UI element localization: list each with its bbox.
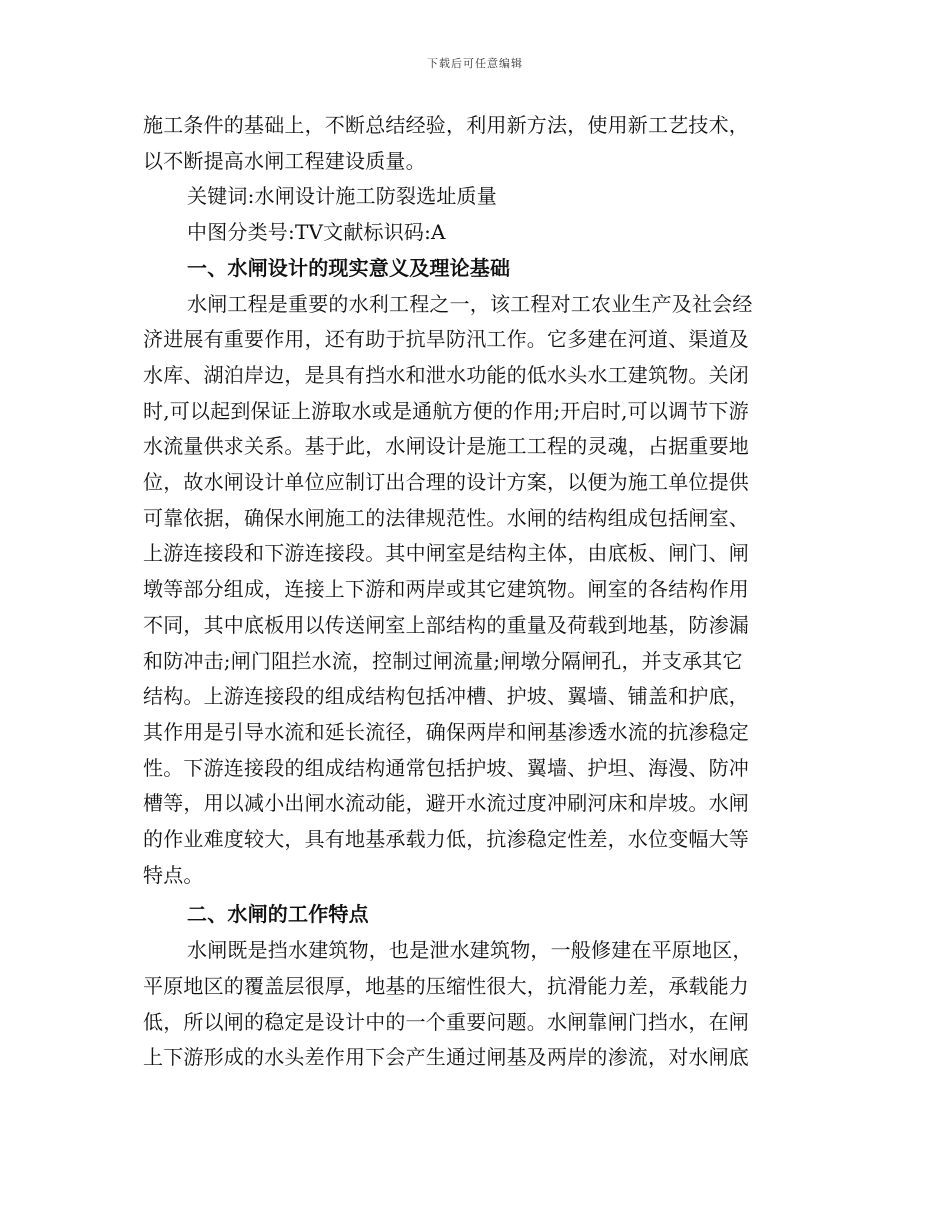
paragraph-line: 的作业难度较大，具有地基承载力低，抗渗稳定性差，水位变幅大等	[143, 827, 749, 852]
paragraph-line: 不同，其中底板用以传送闸室上部结构的重量及荷载到地基，防渗漏	[143, 612, 749, 637]
page-header: 下载后可任意编辑	[427, 57, 523, 70]
paragraph-line: 平原地区的覆盖层很厚，地基的压缩性很大，抗滑能力差，承载能力	[143, 973, 749, 998]
paragraph-line: 特点。	[143, 862, 204, 887]
paragraph-line: 其作用是引导水流和延长流径，确保两岸和闸基渗透水流的抗渗稳定	[143, 719, 749, 744]
paragraph-line: 施工条件的基础上，不断总结经验，利用新方法，使用新工艺技术，	[143, 113, 749, 137]
paragraph-line: 可靠依据，确保水闸施工的法律规范性。水闸的结构组成包括闸室、	[143, 505, 749, 530]
paragraph-line: 水库、湖泊岸边，是具有挡水和泄水功能的低水头水工建筑物。关闭	[143, 362, 749, 387]
paragraph-line: 性。下游连接段的组成结构通常包括护坡、翼墙、护坦、海漫、防冲	[143, 755, 749, 780]
section-heading-2: 二、水闸的工作特点	[187, 902, 369, 927]
paragraph-line: 上游连接段和下游连接段。其中闸室是结构主体，由底板、闸门、闸	[143, 541, 749, 566]
paragraph-line: 水闸工程是重要的水利工程之一，该工程对工农业生产及社会经	[187, 291, 753, 316]
classification-line: 中图分类号:TV文献标识码:A	[187, 220, 446, 245]
paragraph-line: 结构。上游连接段的组成结构包括冲槽、护坡、翼墙、铺盖和护底，	[143, 684, 749, 709]
paragraph-line: 上下游形成的水头差作用下会产生通过闸基及两岸的渗流，对水闸底	[143, 1045, 749, 1070]
document-body	[143, 108, 813, 1076]
section-heading-1: 一、水闸设计的现实意义及理论基础	[187, 255, 511, 280]
paragraph-line: 位，故水闸设计单位应制订出合理的设计方案，以便为施工单位提供	[143, 470, 749, 495]
paragraph-line: 墩等部分组成，连接上下游和两岸或其它建筑物。闸室的各结构作用	[143, 577, 749, 602]
keywords-line: 关键词:水闸设计施工防裂选址质量	[187, 184, 497, 209]
paragraph-line: 槽等，用以减小出闸水流动能，避开水流过度冲刷河床和岸坡。水闸	[143, 791, 749, 816]
paragraph-line: 和防冲击;闸门阻拦水流，控制过闸流量;闸墩分隔闸孔，并支承其它	[143, 648, 743, 673]
paragraph-line: 以不断提高水闸工程建设质量。	[143, 148, 426, 173]
paragraph-line: 水闸既是挡水建筑物，也是泄水建筑物，一般修建在平原地区，	[187, 938, 753, 963]
paragraph-line: 济进展有重要作用，还有助于抗旱防汛工作。它多建在河道、渠道及	[143, 327, 749, 352]
paragraph-line: 时,可以起到保证上游取水或是通航方便的作用;开启时,可以调节下游	[143, 398, 749, 423]
paragraph-line: 水流量供求关系。基于此，水闸设计是施工工程的灵魂，占据重要地	[143, 434, 749, 459]
paragraph-line: 低，所以闸的稳定是设计中的一个重要问题。水闸靠闸门挡水，在闸	[143, 1009, 749, 1034]
